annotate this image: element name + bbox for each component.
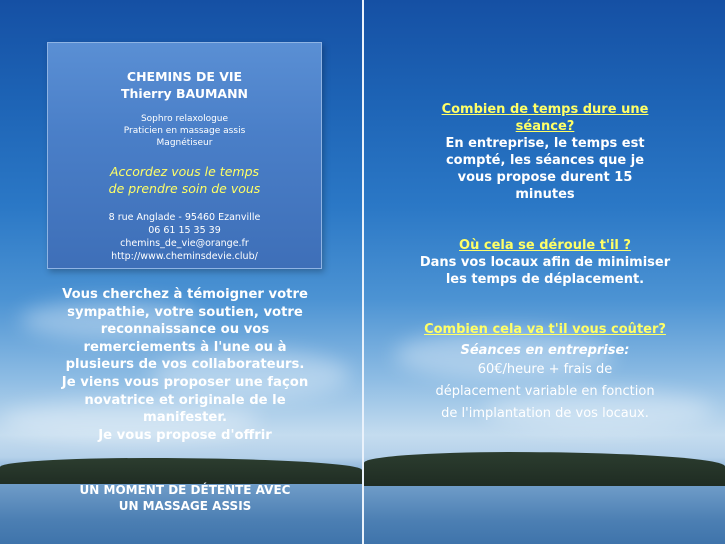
card-contact	[48, 211, 321, 263]
website-link[interactable]: http://www.cheminsdevie.club/	[111, 251, 258, 262]
role: Sophro relaxologue	[140, 114, 229, 124]
offer-line: UN MASSAGE ASSIS	[118, 499, 252, 513]
answer-line: de l'implantation de vos locaux.	[441, 406, 649, 421]
price-details	[383, 359, 707, 425]
question-location: Où cela se déroule t'il ?	[459, 238, 631, 253]
company-name: CHEMINS DE VIE	[126, 69, 243, 84]
offer-line: UN MOMENT DE DÉTENTE AVEC	[79, 483, 291, 497]
text-line: Je vous propose d'offrir	[98, 427, 272, 443]
phone: 06 61 15 35 39	[148, 225, 221, 236]
answer-line: 60€/heure + frais de	[477, 362, 613, 377]
price-title: Séances en entreprise:	[460, 343, 630, 358]
answer-line: vous propose durent 15	[457, 170, 633, 185]
text-line: novatrice et originale de le	[84, 392, 286, 408]
treeline	[364, 452, 725, 488]
intro-text	[40, 286, 330, 444]
faq-location	[383, 237, 707, 288]
answer-line: En entreprise, le temps est	[445, 136, 645, 151]
answer-line: Dans vos locaux afin de minimiser	[419, 255, 671, 270]
answer-line: déplacement variable en fonction	[435, 384, 655, 399]
faq-price	[383, 321, 707, 425]
role: Praticien en massage assis	[123, 126, 246, 136]
text-line: plusieurs de vos collaborateurs.	[65, 357, 305, 373]
question-duration: séance?	[515, 119, 575, 134]
business-card	[47, 42, 322, 269]
address: 8 rue Anglade - 95460 Ezanville	[108, 212, 261, 223]
email-link[interactable]: chemins_de_vie@orange.fr	[120, 238, 249, 249]
person-name: Thierry BAUMANN	[120, 86, 249, 101]
text-line: manifester.	[143, 410, 227, 426]
card-slogan	[48, 163, 321, 197]
question-duration: Combien de temps dure une	[441, 102, 649, 117]
answer-line: minutes	[515, 187, 575, 202]
lake-water	[364, 486, 725, 544]
slogan-line: de prendre soin de vous	[108, 181, 261, 196]
card-name	[48, 68, 321, 102]
text-line: Vous cherchez à témoigner votre	[62, 287, 308, 302]
answer-line: compté, les séances que je	[445, 153, 645, 168]
text-line: sympathie, votre soutien, votre	[67, 304, 303, 320]
slogan-line: Accordez vous le temps	[109, 164, 260, 179]
question-price: Combien cela va t'il vous coûter?	[424, 322, 666, 337]
text-line: remerciements à l'une ou à	[83, 339, 287, 355]
role: Magnétiseur	[156, 138, 213, 148]
offer-title	[40, 482, 330, 514]
answer-line: les temps de déplacement.	[445, 272, 645, 287]
text-line: reconnaissance ou vos	[100, 322, 270, 338]
faq-duration	[383, 101, 707, 203]
card-roles	[48, 113, 321, 149]
text-line: Je viens vous proposer une façon	[61, 374, 309, 390]
